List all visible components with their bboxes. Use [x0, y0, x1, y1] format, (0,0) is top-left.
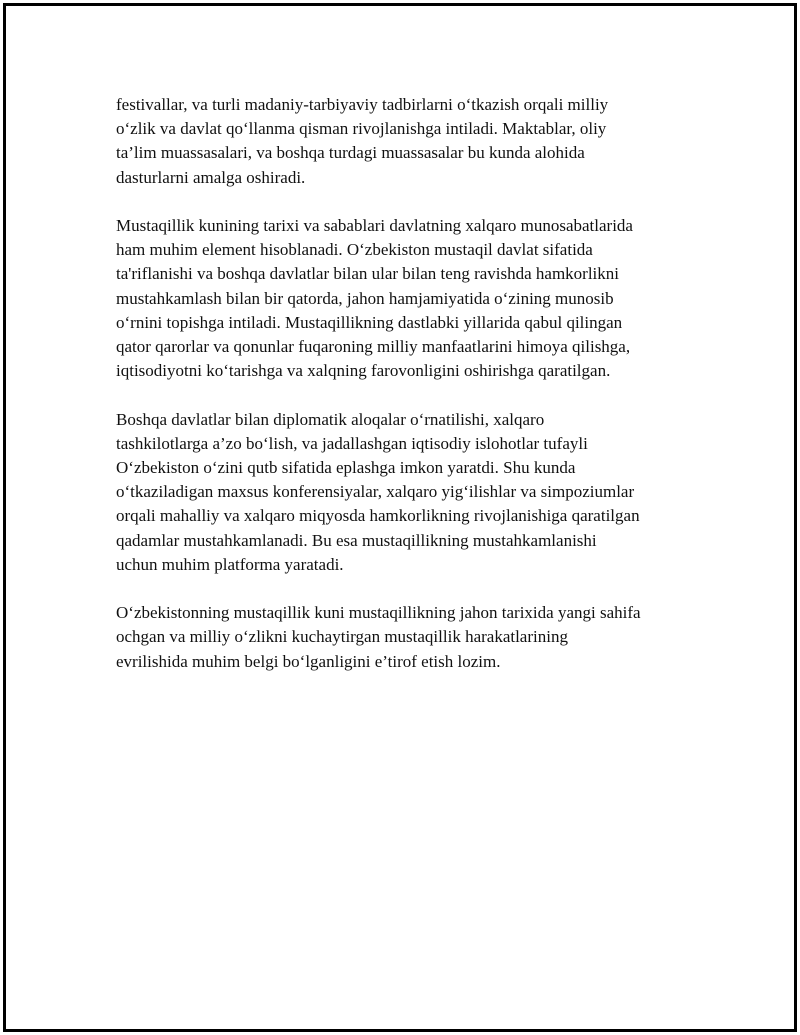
text-line: o‘tkaziladigan maxsus konferensiyalar, xalqaro yig‘ilishlar va simpoziumlar	[116, 482, 635, 502]
text-line: evrilishida muhim belgi bo‘lganligini e’tirof etish lozim.	[116, 651, 501, 671]
text-line: festivallar, va turli madaniy-tarbiyaviy tadbirlarni o‘tkazish orqali milliy	[116, 95, 609, 114]
text-line: O‘zbekiston o‘zini qutb sifatida eplashga imkon yaratdi. Shu kunda	[116, 458, 576, 478]
text-line: iqtisodiyotni ko‘tarishga va xalqning farovonligini oshirishga qaratilgan.	[116, 361, 611, 381]
paragraph-1	[116, 93, 706, 190]
text-line: tashkilotlarga a’zo bo‘lish, va jadallashgan iqtisodiy islohotlar tufayli	[116, 433, 588, 453]
text-line: qadamlar mustahkamlanadi. Bu esa mustaqillikning mustahkamlanishi	[116, 530, 597, 550]
text-line: O‘zbekistonning mustaqillik kuni mustaqillikning jahon tarixida yangi sahifa	[116, 603, 641, 623]
text-line: qator qarorlar va qonunlar fuqaroning milliy manfaatlarini himoya qilishga,	[116, 337, 631, 357]
text-line: orqali mahalliy va xalqaro miqyosda hamkorlikning rivojlanishiga qaratilgan	[116, 506, 640, 526]
text-line: dasturlarni amalga oshiradi.	[116, 167, 306, 187]
paragraph-2	[116, 214, 706, 383]
text-line: ta'riflanishi va boshqa davlatlar bilan ular bilan teng ravishda hamkorlikni	[116, 264, 620, 284]
document-body	[116, 93, 706, 698]
text-line: Boshqa davlatlar bilan diplomatik aloqalar o‘rnatilishi, xalqaro	[116, 409, 545, 429]
text-line: uchun muhim platforma yaratadi.	[116, 554, 344, 574]
text-line: o‘rnini topishga intiladi. Mustaqillikning dastlabki yillarida qabul qilingan	[116, 312, 623, 332]
text-line: mustahkamlash bilan bir qatorda, jahon hamjamiyatida o‘zining munosib	[116, 288, 614, 308]
text-line: ham muhim element hisoblanadi. O‘zbekiston mustaqil davlat sifatida	[116, 240, 593, 260]
text-line: o‘zlik va davlat qo‘llanma qisman rivojlanishga intiladi. Maktablar, oliy	[116, 119, 607, 139]
paragraph-4	[116, 601, 706, 674]
text-line: ta’lim muassasalari, va boshqa turdagi muassasalar bu kunda alohida	[116, 143, 585, 163]
text-line: ochgan va milliy o‘zlikni kuchaytirgan mustaqillik harakatlarining	[116, 627, 568, 647]
paragraph-3	[116, 408, 706, 577]
text-line: Mustaqillik kunining tarixi va sabablari davlatning xalqaro munosabatlarida	[116, 216, 633, 235]
